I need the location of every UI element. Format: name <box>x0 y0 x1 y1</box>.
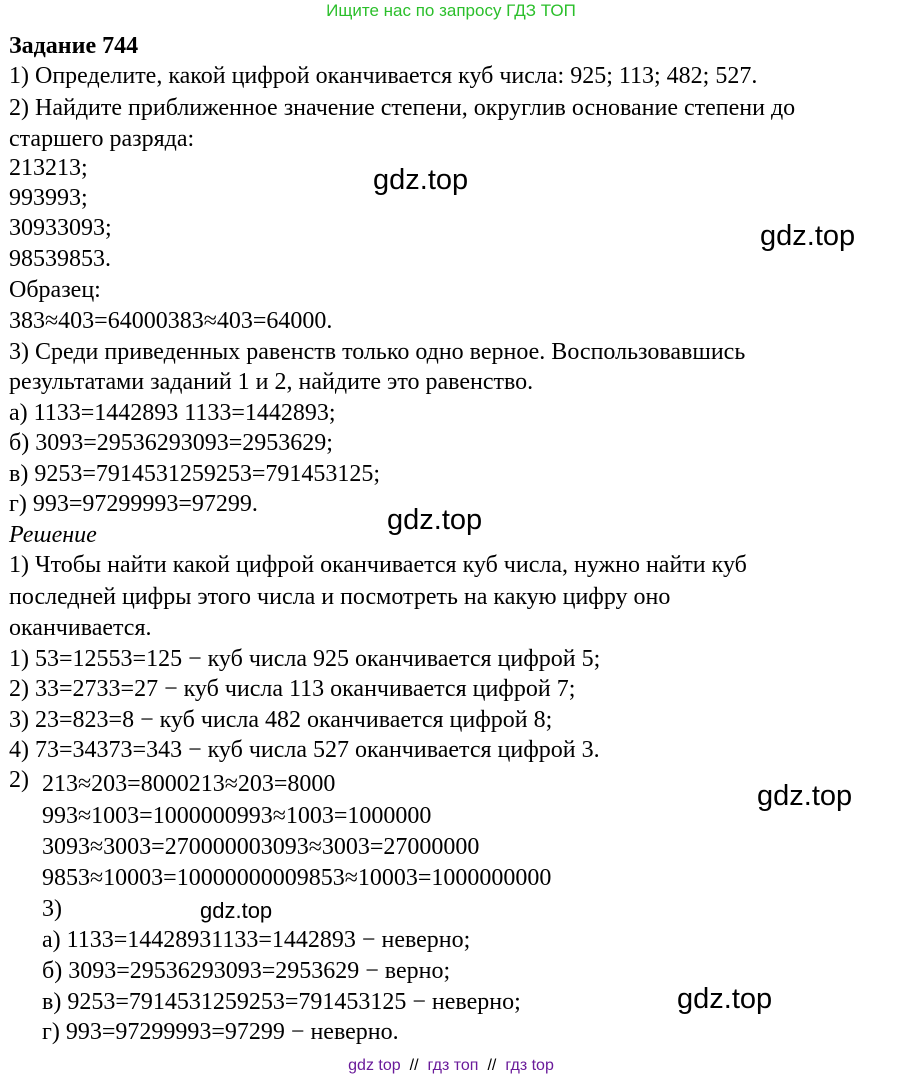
solution-line: оканчивается. <box>9 615 152 641</box>
solution-line: 2) 33=2733=27 − куб числа 113 оканчивается цифрой 7; <box>9 676 576 702</box>
footer-links <box>0 1056 902 1076</box>
task-title: Задание 744 <box>9 33 139 59</box>
solution-part3-label: 3) <box>42 896 62 922</box>
solution-part2-line: 213≈203=8000213≈203=8000 <box>42 771 336 797</box>
task-line: 2) Найдите приближенное значение степени, округлив основание степени до <box>9 95 796 121</box>
task-line: 3) Среди приведенных равенств только одно верное. Воспользовавшись <box>9 339 746 365</box>
footer-link[interactable]: gdz top <box>348 1057 401 1074</box>
task-line: результатами заданий 1 и 2, найдите это равенство. <box>9 369 534 395</box>
watermark: gdz.top <box>757 780 853 812</box>
task-line: в) 9253=7914531259253=791453125; <box>9 461 381 487</box>
solution-heading: Решение <box>9 522 97 548</box>
task-line: 383≈403=64000383≈403=64000. <box>9 308 333 334</box>
watermark: gdz.top <box>677 983 773 1015</box>
task-line: старшего разряда: <box>9 126 195 152</box>
task-line: 30933093; <box>9 215 112 241</box>
task-line: 213213; <box>9 155 88 181</box>
solution-part2-line: 9853≈10003=10000000009853≈10003=1000000000 <box>42 865 552 891</box>
watermark: gdz.top <box>387 504 483 536</box>
footer-separator: // <box>487 1057 497 1074</box>
task-line: 993993; <box>9 185 88 211</box>
solution-line: последней цифры этого числа и посмотреть на какую цифру оно <box>9 584 671 610</box>
task-line: 98539853. <box>9 246 111 272</box>
solution-part3-line: в) 9253=7914531259253=791453125 − неверно; <box>42 989 521 1015</box>
watermark: gdz.top <box>200 898 273 923</box>
footer-link[interactable]: гдз top <box>505 1057 554 1074</box>
footer-separator: // <box>409 1057 419 1074</box>
task-line: б) 3093=29536293093=2953629; <box>9 430 333 456</box>
solution-part3-line: г) 993=97299993=97299 − неверно. <box>42 1019 399 1045</box>
solution-part2-line: 3093≈3003=270000003093≈3003=27000000 <box>42 834 480 860</box>
task-line: 1) Определите, какой цифрой оканчивается куб числа: 925; 113; 482; 527. <box>9 63 758 89</box>
solution-line: 1) Чтобы найти какой цифрой оканчивается куб числа, нужно найти куб <box>9 552 747 578</box>
solution-part2-line: 993≈1003=1000000993≈1003=1000000 <box>42 803 432 829</box>
task-line: г) 993=97299993=97299. <box>9 491 258 517</box>
watermark: gdz.top <box>373 164 469 196</box>
solution-part3-line: б) 3093=29536293093=2953629 − верно; <box>42 958 451 984</box>
watermark: gdz.top <box>760 220 856 252</box>
top-banner-link[interactable]: Ищите нас по запросу ГДЗ ТОП <box>326 1 576 20</box>
solution-line: 1) 53=12553=125 − куб числа 925 оканчивается цифрой 5; <box>9 646 601 672</box>
solution-line: 3) 23=823=8 − куб числа 482 оканчивается цифрой 8; <box>9 707 553 733</box>
footer-link[interactable]: гдз топ <box>427 1057 479 1074</box>
solution-part3-line: а) 1133=14428931133=1442893 − неверно; <box>42 927 471 953</box>
task-line: Образец: <box>9 277 101 303</box>
solution-line: 4) 73=34373=343 − куб числа 527 оканчивается цифрой 3. <box>9 737 600 763</box>
solution-part2-label: 2) <box>9 767 29 793</box>
task-line: а) 1133=1442893 1133=1442893; <box>9 400 336 426</box>
